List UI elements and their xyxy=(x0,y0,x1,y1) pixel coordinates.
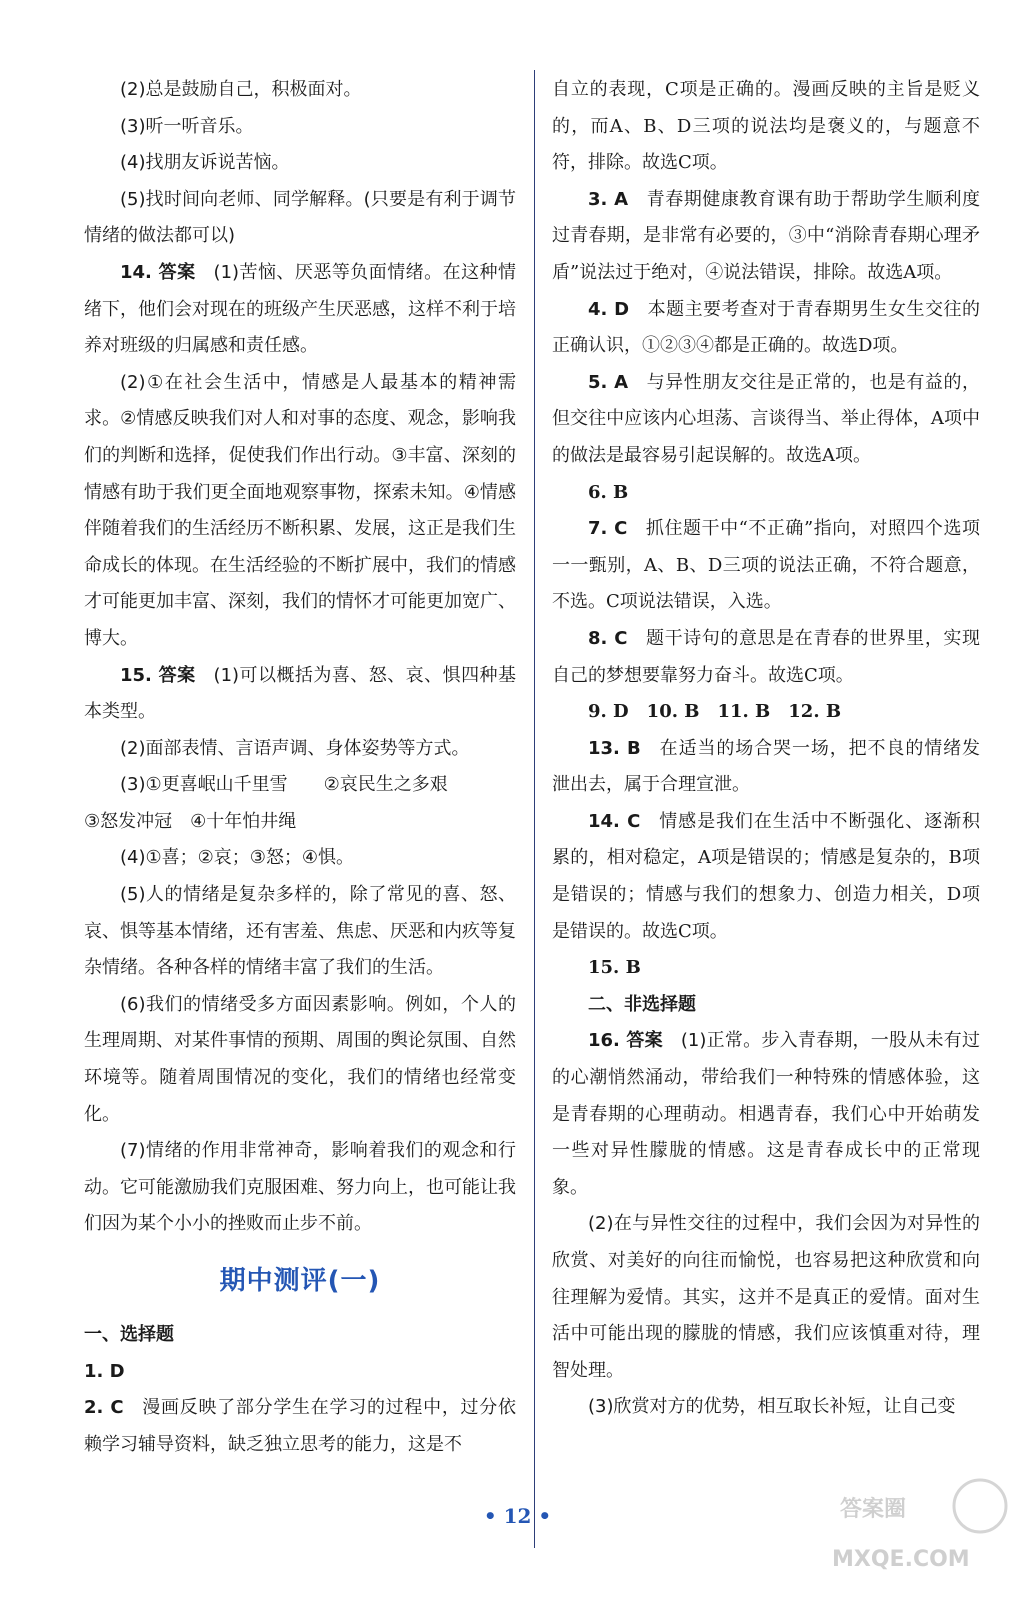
answer-line: (2)总是鼓励自己，积极面对。 xyxy=(120,79,362,100)
answer-line: (5)找时间向老师、同学解释。(只要是有利于调节情绪的做法都可以) xyxy=(84,188,516,247)
answer-item xyxy=(552,511,980,621)
watermark-logo-text: 答案圈 xyxy=(840,1497,907,1522)
answer-text: 与异性朋友交往是正常的，也是有益的，但交往中应该内心坦荡、言谈得当、举止得体，A项中的做法是最容易引起误解的。故选A项。 xyxy=(552,371,980,466)
question-label: 7. C xyxy=(588,518,628,540)
question-label: 5. A xyxy=(588,371,629,393)
question-label: 3. A xyxy=(588,188,629,210)
answer-paragraph: (3)欣赏对方的优势，相互取长补短，让自己变 xyxy=(588,1396,956,1418)
right-column xyxy=(552,72,980,1426)
answer-paragraph: (2)在与异性交往的过程中，我们会因为对异性的欣赏、对美好的向往而愉悦，也容易把这种欣赏和向往理解为爱情。其实，这并不是真正的爱情。面对生活中可能出现的朦胧的情感，我们应该慎重对待，理智处理。 xyxy=(552,1213,980,1381)
answer-paragraph: (2)面部表情、言语声调、身体姿势等方式。 xyxy=(120,737,470,759)
answer-item xyxy=(552,182,980,292)
answer-paragraph: (5)人的情绪是复杂多样的，除了常见的喜、怒、哀、惧等基本情绪，还有害羞、焦虑、厌恶和内疚等复杂情绪。各种各样的情绪丰富了我们的生活。 xyxy=(84,884,516,979)
answer-paragraph: (7)情绪的作用非常神奇，影响着我们的观念和行动。它可能激励我们克服困难、努力向上，也可能让我们因为某个小小的挫败而止步不前。 xyxy=(84,1140,516,1235)
section-heading: 二、非选择题 xyxy=(588,993,696,1015)
answer-item: 1. D xyxy=(84,1360,125,1382)
answer-text: 抓住题干中“不正确”指向，对照四个选项一一甄别，A、B、D三项的说法正确，不符合题意，不选。C项说法错误，入选。 xyxy=(552,518,981,613)
poem-item: ②哀民生之多艰 xyxy=(323,774,448,796)
answer-item: 9. D xyxy=(588,701,629,723)
answer-text: 在适当的场合哭一场，把不良的情绪发泄出去，属于合理宣泄。 xyxy=(552,737,981,796)
answer-item: 11. B xyxy=(717,701,771,723)
question-14-answer xyxy=(84,255,516,365)
answer-item xyxy=(552,804,980,950)
answer-paragraph: (4)①喜；②哀；③怒；④惧。 xyxy=(120,847,355,869)
question-15-answer xyxy=(84,658,516,731)
watermark-text: MXQE.COM xyxy=(832,1547,970,1572)
question-label: 14. 答案 xyxy=(120,261,196,283)
answer-item xyxy=(552,292,980,365)
poem-item: (3)①更喜岷山千里雪 xyxy=(120,774,288,796)
poem-line xyxy=(84,804,516,841)
answer-text: 题干诗句的意思是在青春的世界里，实现自己的梦想要靠努力奋斗。故选C项。 xyxy=(552,627,981,686)
poem-line xyxy=(84,767,516,804)
answer-item: 10. B xyxy=(646,701,700,723)
question-label: 14. C xyxy=(588,810,641,832)
question-label: 16. 答案 xyxy=(588,1030,663,1052)
answer-text: (1)苦恼、厌恶等负面情绪。在这种情绪下，他们会对现在的班级产生厌恶感，这样不利于培养对班级的归属感和责任感。 xyxy=(84,261,516,357)
answer-text: (1)正常。步入青春期，一股从未有过的心潮悄然涌动，带给我们一种特殊的情感体验，这是青春期的心理萌动。相遇青春，我们心中开始萌发一些对异性朦胧的情感。这是青春成长中的正常现象。 xyxy=(552,1030,981,1198)
answer-item: 15. B xyxy=(588,957,641,979)
answer-line: (3)听一听音乐。 xyxy=(120,115,254,137)
answer-text: 情感是我们在生活中不断强化、逐渐积累的，相对稳定，A项是错误的；情感是复杂的，B项是错误的；情感与我们的想象力、创造力相关，D项是错误的。故选C项。 xyxy=(552,810,980,942)
answer-item xyxy=(84,1390,516,1463)
poem-item: ④十年怕井绳 xyxy=(190,810,297,832)
question-label: 8. C xyxy=(588,627,628,649)
answer-line: (4)找朋友诉说苦恼。 xyxy=(120,152,290,174)
answer-text: 漫画反映了部分学生在学习的过程中，过分依赖学习辅导资料，缺乏独立思考的能力，这是不 xyxy=(84,1397,516,1455)
column-divider xyxy=(534,70,535,1548)
answer-row xyxy=(552,694,980,731)
left-column xyxy=(84,72,516,1463)
answer-item xyxy=(552,731,980,804)
answer-continuation: 自立的表现，C项是正确的。漫画反映的主旨是贬义的，而A、B、D三项的说法均是褒义的，与题意不符，排除。故选C项。 xyxy=(552,79,980,174)
question-label: 4. D xyxy=(588,298,630,320)
answer-item xyxy=(552,621,980,694)
answer-item: 6. B xyxy=(588,481,629,503)
answer-text: 青春期健康教育课有助于帮助学生顺利度过青春期，是非常有必要的，③中“消除青春期心理矛盾”说法过于绝对，④说法错误，排除。故选A项。 xyxy=(552,188,980,283)
question-label: 13. B xyxy=(588,737,641,759)
question-label: 15. 答案 xyxy=(120,664,196,686)
question-label: 2. C xyxy=(84,1397,124,1419)
watermark-logo xyxy=(820,1468,1010,1578)
page-number: • 12 • xyxy=(483,1504,552,1528)
answer-text: (1)可以概括为喜、怒、哀、惧四种基本类型。 xyxy=(84,664,516,723)
answer-text: 本题主要考查对于青春期男生女生交往的正确认识，①②③④都是正确的。故选D项。 xyxy=(552,298,981,357)
poem-item: ③怒发冲冠 xyxy=(84,810,173,832)
answer-paragraph: (6)我们的情绪受多方面因素影响。例如，个人的生理周期、对某件事情的预期、周围的舆论氛围、自然环境等。随着周围情况的变化，我们的情绪也经常变化。 xyxy=(84,993,516,1125)
section-heading: 一、选择题 xyxy=(84,1324,174,1345)
answer-item xyxy=(552,365,980,475)
answer-paragraph: (2)①在社会生活中，情感是人最基本的精神需求。②情感反映我们对人和对事的态度、观念，影响我们的判断和选择，促使我们作出行动。③丰富、深刻的情感有助于我们更全面地观察事物，探索未知。④情感伴随着我们的生活经历不断积累、发展，这正是我们生命成长的体现。在生活经验的不断扩展中，我们的情感才可能更加丰富、深刻，我们的情怀才可能更加宽广、博大。 xyxy=(84,371,516,649)
section-title: 期中测评(一) xyxy=(219,1266,381,1296)
answer-item: 12. B xyxy=(788,701,842,723)
question-16-answer xyxy=(552,1023,980,1206)
